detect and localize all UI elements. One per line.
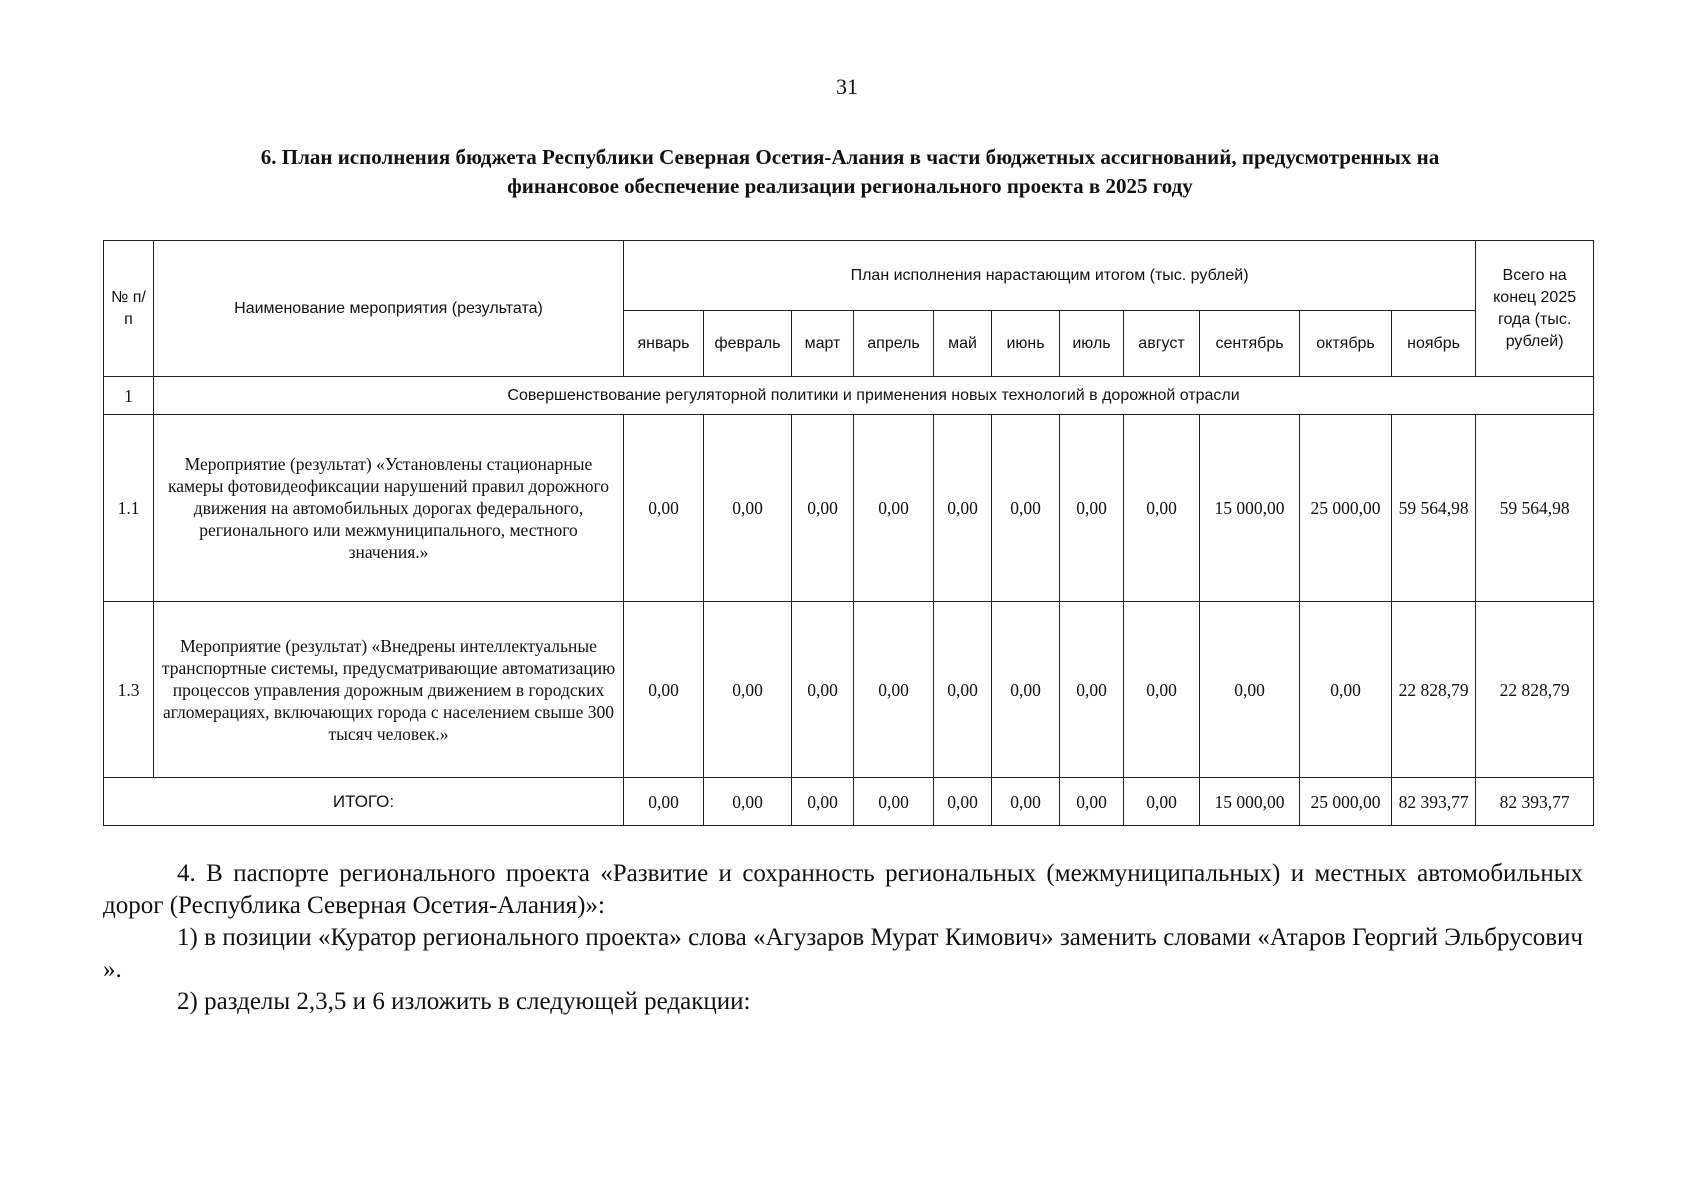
row-value: 0,00: [854, 602, 934, 778]
row-value: 0,00: [1200, 602, 1300, 778]
row-total: 59 564,98: [1476, 415, 1594, 602]
row-value: 22 828,79: [1392, 602, 1476, 778]
row-num: 1.3: [104, 602, 154, 778]
row-value: 0,00: [792, 415, 854, 602]
body-text: [103, 858, 1583, 1018]
row-value: 15 000,00: [1200, 415, 1300, 602]
total-header: Всего на конец 2025 года (тыс. рублей): [1476, 241, 1594, 377]
row-name: Мероприятие (результат) «Внедрены интеллектуальные транспортные системы, предусматривающие автоматизацию процессов управления дорожным движением в городских агломерациях, включающих города с населением свыше 300 тысяч человек.»: [154, 602, 624, 778]
row-value: 0,00: [624, 415, 704, 602]
totals-row: [104, 778, 1594, 826]
month-header: март: [792, 311, 854, 377]
totals-value: 0,00: [934, 778, 992, 826]
row-name: Мероприятие (результат) «Установлены стационарные камеры фотовидеофиксации нарушений правил дорожного движения на автомобильных дорогах федерального, регионального или межмуниципального, местного значения.»: [154, 415, 624, 602]
row-value: 0,00: [934, 415, 992, 602]
month-header: август: [1124, 311, 1200, 377]
month-header: июнь: [992, 311, 1060, 377]
month-header: май: [934, 311, 992, 377]
totals-value: 82 393,77: [1392, 778, 1476, 826]
row-value: 0,00: [1060, 415, 1124, 602]
month-header: октябрь: [1300, 311, 1392, 377]
totals-value: 15 000,00: [1200, 778, 1300, 826]
totals-value: 0,00: [992, 778, 1060, 826]
col-num-header: № п/п: [104, 241, 154, 377]
section-num: 1: [104, 377, 154, 415]
totals-value: 0,00: [854, 778, 934, 826]
totals-total: 82 393,77: [1476, 778, 1594, 826]
row-num: 1.1: [104, 415, 154, 602]
budget-plan-table: [103, 240, 1594, 826]
paragraph-4: 4. В паспорте регионального проекта «Развитие и сохранность региональных (межмуниципальных) и местных автомобильных дорог (Республика Северная Осетия-Алания)»:: [103, 860, 1583, 919]
totals-value: 0,00: [624, 778, 704, 826]
section-title-line-1: 6. План исполнения бюджета Республики Северная Осетия-Алания в части бюджетных ассигнований, предусмотренных на: [260, 145, 1440, 169]
section-title: [120, 143, 1580, 201]
table-row: [104, 602, 1594, 778]
plan-header: План исполнения нарастающим итогом (тыс. рублей): [624, 241, 1476, 311]
row-value: 0,00: [1060, 602, 1124, 778]
totals-value: 0,00: [1060, 778, 1124, 826]
col-name-header: Наименование мероприятия (результата): [154, 241, 624, 377]
row-value: 0,00: [704, 602, 792, 778]
row-value: 0,00: [992, 415, 1060, 602]
month-header: февраль: [704, 311, 792, 377]
month-header: ноябрь: [1392, 311, 1476, 377]
month-header: июль: [1060, 311, 1124, 377]
row-value: 0,00: [624, 602, 704, 778]
section-row: [104, 377, 1594, 415]
section-title-line-2: финансовое обеспечение реализации регионального проекта в 2025 году: [507, 174, 1193, 198]
totals-value: 0,00: [1124, 778, 1200, 826]
page-number: 31: [836, 74, 858, 99]
paragraph-4-1: 1) в позиции «Куратор регионального проекта» слова «Агузаров Мурат Кимович» заменить словами «Атаров Георгий Эльбрусович ».: [103, 924, 1583, 983]
row-value: 0,00: [792, 602, 854, 778]
totals-value: 0,00: [792, 778, 854, 826]
month-header: сентябрь: [1200, 311, 1300, 377]
row-value: 0,00: [934, 602, 992, 778]
totals-label: ИТОГО:: [104, 778, 624, 826]
table-row: [104, 415, 1594, 602]
row-value: 0,00: [1124, 415, 1200, 602]
row-value: 25 000,00: [1300, 415, 1392, 602]
paragraph-4-2: 2) разделы 2,3,5 и 6 изложить в следующей редакции:: [177, 988, 751, 1015]
section-name: Совершенствование регуляторной политики и применения новых технологий в дорожной отрасли: [154, 377, 1594, 415]
row-value: 0,00: [854, 415, 934, 602]
row-value: 0,00: [704, 415, 792, 602]
row-value: 0,00: [992, 602, 1060, 778]
row-value: 0,00: [1300, 602, 1392, 778]
row-value: 0,00: [1124, 602, 1200, 778]
totals-value: 0,00: [704, 778, 792, 826]
month-header: апрель: [854, 311, 934, 377]
row-value: 59 564,98: [1392, 415, 1476, 602]
row-total: 22 828,79: [1476, 602, 1594, 778]
month-header: январь: [624, 311, 704, 377]
totals-value: 25 000,00: [1300, 778, 1392, 826]
